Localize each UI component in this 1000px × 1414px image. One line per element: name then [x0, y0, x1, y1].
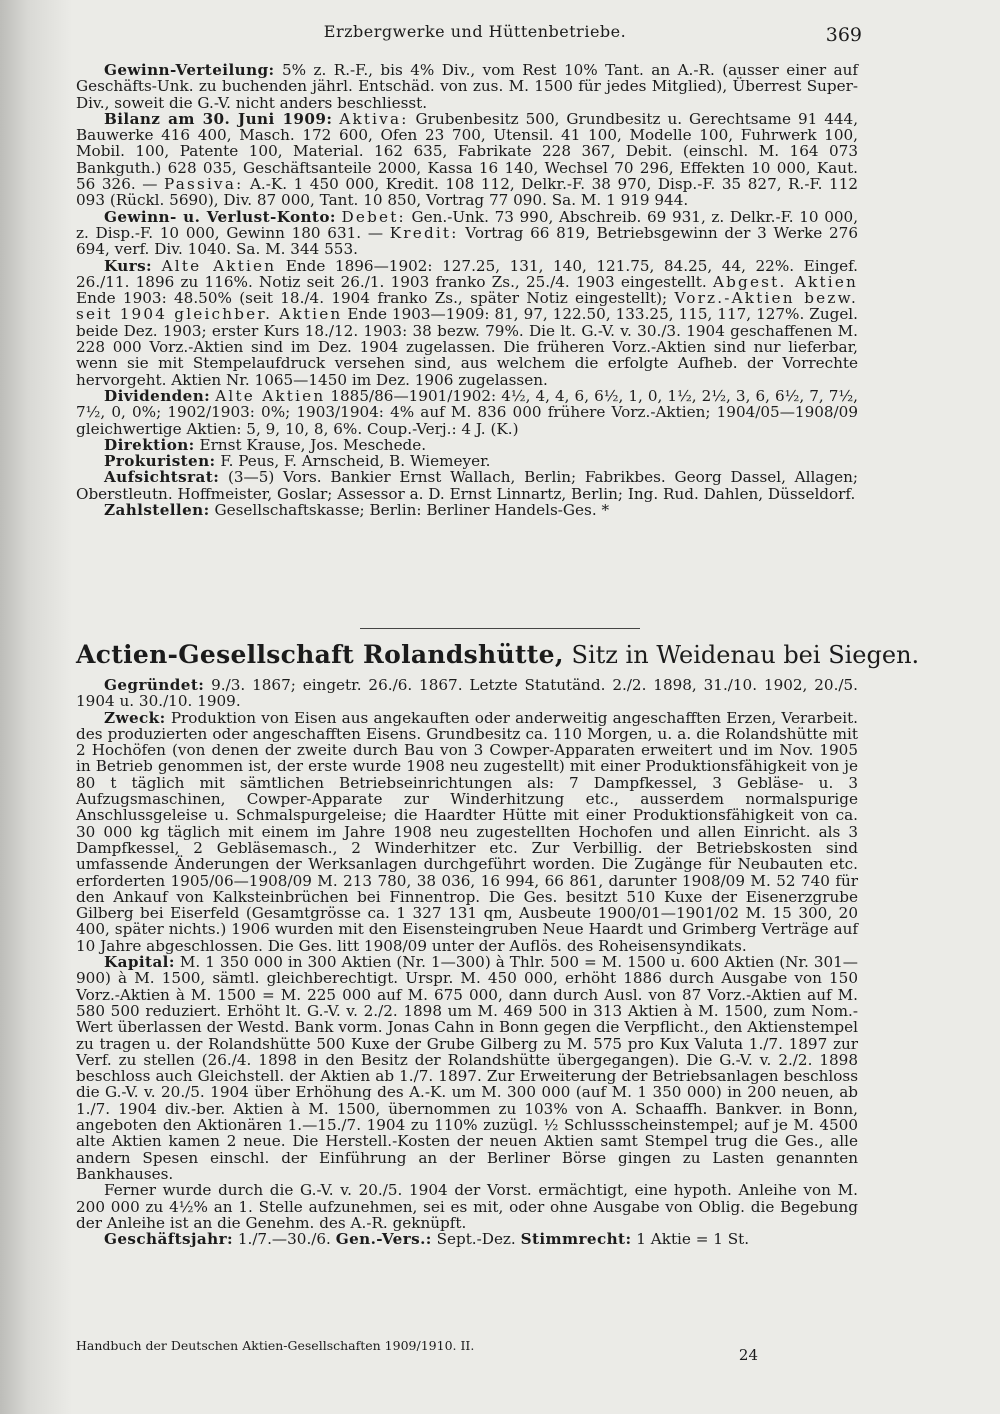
- anleihe: Ferner wurde durch die G.-V. v. 20./5. 1904 der Vorst. ermächtigt, eine hypoth. Anleihe von M. 200 000 zu 4½% an 1. Stelle aufzunehmen, sei es mit, oder ohne Ausgabe von Oblig. die Begebung der Anleihe ist an die Genehm. des A.-R. geknüpft.: [76, 1181, 858, 1232]
- company-heading: [76, 640, 920, 670]
- page-footer: [76, 1338, 858, 1364]
- zweck: Zweck: Produktion von Eisen aus angekauften oder anderweitig angeschafften Erzen, Verarbeit. des produzierten oder angeschafften Eisens. Grundbesitz ca. 110 Morgen, u. a. die Rolandshütte mit 2 Hochöfen (von denen der zweite durch Bau von 3 Cowper-Apparaten erweitert und im Nov. 1905 in Betrieb genommen ist, der erste wurde 1908 neu zugestellt) mit einer Produktionsfähigkeit von je 80 t täglich mit sämtlichen Betriebseinrichtungen als: 7 Dampfkessel, 3 Gebläse- u. 3 Aufzugsmaschinen, Cowper-Apparate zur Winderhitzung etc., ausserdem normalspurige Anschlussgeleise u. Schmalspurgeleise; die Haardter Hütte mit einer Produktionsfähigkeit von ca. 30 000 kg täglich mit einem im Jahre 1908 neu zugestellten Hochofen und allen Einricht. als 3 Dampfkessel, 2 Gebläsemasch., 2 Winderhitzer etc. Zur Verbillig. der Betriebskosten sind umfassende Änderungen der Werksanlagen durchgeführt worden. Die Zugänge für Neubauten etc. erforderten 1905/06—1908/09 M. 213 780, 38 036, 16 994, 66 861, darunter 1908/09 M. 52 740 für den Ankauf von Kalksteinbrüchen bei Finnentrop. Die Ges. besitzt 510 Kuxe der Eisenerzgrube Gilberg bei Eiserfeld (Gesamtgrösse ca. 1 327 131 qm, Ausbeute 1900/01—1901/02 M. 15 300, 20 400, später nichts.) 1906 wurden mit den Eisensteingruben Neue Haardt und Grimberg Verträge auf 10 Jahre abgeschlossen. Die Ges. litt 1908/09 unter der Auflös. des Roheisensyndikats.: [76, 708, 859, 955]
- page-number: 369: [825, 24, 862, 46]
- gewinn-verlust-konto: Gewinn- u. Verlust-Konto: Debet: Gen.-Unk. 73 990, Abschreib. 69 931, z. Delkr.-F. 10 000, z. Disp.-F. 10 000, Gewinn 180 631. — Kredit: Vortrag 66 819, Betriebsgewinn der 3 Werke 276 694, verf. Div. 1040. Sa. M. 344 553.: [76, 207, 859, 259]
- section-divider: [360, 628, 640, 629]
- bilanz: Bilanz am 30. Juni 1909: Aktiva: Grubenbesitz 500, Grundbesitz u. Gerechtsame 91 444, Bauwerke 416 400, Masch. 172 600, Ofen 23 700, Utensil. 41 100, Modelle 100, Fuhrwerk 100, Mobil. 100, Patente 100, Material. 162 635, Fabrikate 228 367, Debit. (einschl. M. 164 073 Bankguth.) 628 035, Geschäftsanteile 2000, Kassa 16 140, Wechsel 70 296, Effekten 10 000, Kaut. 56 326. — Passiva: A.-K. 1 450 000, Kredit. 108 112, Delkr.-F. 38 970, Disp.-F. 35 827, R.-F. 112 093 (Rückl. 5690), Div. 87 000, Tant. 10 850, Vortrag 77 090. Sa. M. 1 919 944.: [76, 109, 859, 210]
- gewinn-verteilung: Gewinn-Verteilung: 5% z. R.-F., bis 4% Div., vom Rest 10% Tant. an A.-R. (ausser einer auf Geschäfts-Unk. zu buchenden jährl. Entschäd. von zus. M. 1500 für jedes Mitglied), Überrest Super-Div., soweit die G.-V. nicht anders beschliesst.: [76, 61, 858, 112]
- company-section: [76, 677, 858, 1247]
- zahlstellen: Zahlstellen: Gesellschaftskasse; Berlin: Berliner Handels-Ges. *: [104, 501, 610, 520]
- company-name: Actien-Gesellschaft Rolandshütte,: [76, 640, 564, 669]
- company-seat: Sitz in Weidenau bei Siegen.: [571, 641, 920, 669]
- scan-margin-shadow: [0, 0, 72, 1414]
- previous-company-section: [76, 62, 858, 518]
- gegruendet: Gegründet: 9./3. 1867; eingetr. 26./6. 1867. Letzte Statutänd. 2./2. 1898, 31./10. 1902, 20./5. 1904 u. 30./10. 1909.: [76, 676, 859, 711]
- geschaeftsjahr-line: Geschäftsjahr: 1./7.—30./6. Gen.-Vers.: Sept.-Dez. Stimmrecht: 1 Aktie = 1 St.: [104, 1230, 750, 1249]
- kapital: Kapital: M. 1 350 000 in 300 Aktien (Nr. 1—300) à Thlr. 500 = M. 1500 u. 600 Aktien (Nr. 301—900) à M. 1500, sämtl. gleichberechtigt. Urspr. M. 450 000, erhöht 1886 durch Ausgabe von 150 Vorz.-Aktien à M. 1500 = M. 225 000 auf M. 675 000, dann durch Ausl. von 87 Vorz.-Aktien auf M. 580 500 reduziert. Erhöht lt. G.-V. v. 2./2. 1898 um M. 469 500 in 313 Aktien à M. 1500, zum Nom.-Wert überlassen der Westd. Bank vorm. Jonas Cahn in Bonn gegen die Verpflicht., den Aktienstempel zu tragen u. der Rolandshütte 500 Kuxe der Grube Gilberg zu M. 575 pro Kux Valuta 1./7. 1897 zur Verf. zu stellen (26./4. 1898 in den Besitz der Rolandshütte übergegangen). Die G.-V. v. 2./2. 1898 beschloss auch Gleichstell. der Aktien ab 1./7. 1897. Zur Erweiterung der Betriebsanlagen beschloss die G.-V. v. 20./5. 1904 über Erhöhung des A.-K. um M. 300 000 (auf M. 1 350 000) in 200 neuen, ab 1./7. 1904 div.-ber. Aktien à M. 1500, übernommen zu 103% von A. Schaaffh. Bankver. in Bonn, angeboten den Aktionären 1.—15./7. 1904 zu 110% zuzügl. ½ Schlussscheinstempel; auf je M. 4500 alte Aktien kamen 2 neue. Die Herstell.-Kosten der neuen Aktien samt Stempel trug die Ges., alle andern Spesen einschl. der Einführung an der Berliner Börse gingen zu Lasten genannten Bankhauses.: [76, 953, 858, 1183]
- prokuristen: Prokuristen: F. Peus, F. Arnscheid, B. Wiemeyer.: [104, 452, 491, 471]
- footer-title: Handbuch der Deutschen Aktien-Gesellschaften 1909/1910. II.: [76, 1338, 475, 1353]
- direktion: Direktion: Ernst Krause, Jos. Meschede.: [104, 435, 427, 454]
- aufsichtsrat: Aufsichtsrat: (3—5) Vors. Bankier Ernst Wallach, Berlin; Fabrikbes. Georg Dassel, Allagen; Oberstleutn. Hoffmeister, Goslar; Assessor a. D. Ernst Linnartz, Berlin; Ing. Rud. Dahlen, Düsseldorf.: [76, 468, 859, 503]
- running-header: Erzbergwerke und Hüttenbetriebe.: [323, 22, 627, 41]
- dividenden: Dividenden: Alte Aktien 1885/86—1901/1902: 4½, 4, 4, 6, 6½, 1, 0, 1½, 2½, 3, 6, 6½, 7, 7½, 7½, 0, 0%; 1902/1903: 0%; 1903/1904: 4% auf M. 836 000 frühere Vorz.-Aktien; 1904/05—1908/09 gleichwertige Aktien: 5, 9, 10, 8, 6%. Coup.-Verj.: 4 J. (K.): [76, 386, 858, 438]
- kurs: Kurs: Alte Aktien Ende 1896—1902: 127.25, 131, 140, 121.75, 84.25, 44, 22%. Eingef. 26./11. 1896 zu 116%. Notiz seit 26./1. 1903 franko Zs., 25./4. 1903 eingestellt. Abgest. Aktien Ende 1903: 48.50% (seit 18./4. 1904 franko Zs., später Notiz eingestellt); Vorz.-Aktien bezw. seit 1904 gleichber. Aktien Ende 1903—1909: 81, 97, 122.50, 133.25, 115, 117, 127%. Zugel. beide Dez. 1903; erster Kurs 18./12. 1903: 38 bezw. 79%. Die lt. G.-V. v. 30./3. 1904 geschaffenen M. 228 000 Vorz.-Aktien sind im Dez. 1904 zugelassen. Die früheren Vorz.-Aktien sind nur lieferbar, wenn sie mit Stempelaufdruck versehen sind, aus welchem die erfolgte Aufheb. der Vorrechte hervorgeht. Aktien Nr. 1065—1450 im Dez. 1906 zugelassen.: [76, 256, 859, 389]
- sheet-number: 24: [738, 1346, 758, 1364]
